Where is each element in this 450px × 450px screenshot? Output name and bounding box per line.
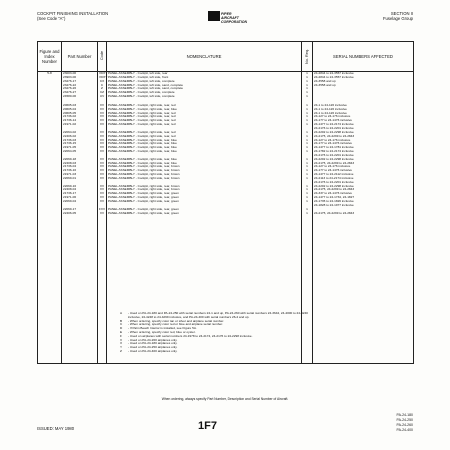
serial-cell: 24-2175, 24-2299 to 24-2843 <box>313 212 414 216</box>
nomenclature-cell: PANEL ASSEMBLY - Cockpit, right side, rear, red <box>107 135 302 139</box>
part-number-cell: 21971-02 <box>62 123 98 127</box>
units-cell: 1 <box>302 131 313 135</box>
units-cell: 1 <box>302 115 313 119</box>
nomenclature-cell: PANEL ASSEMBLY - Cockpit, left side, complete <box>107 80 302 84</box>
code-cell: XV <box>98 139 107 143</box>
part-number-cell: 24580-00 <box>62 95 98 99</box>
serial-cell: 24-127 to 24-176 inclusive <box>313 139 414 143</box>
issued-date: ISSUED: MAY 1980 <box>37 426 75 431</box>
code-note-text: - Used on PA-24-400 airplanes only. <box>128 348 178 353</box>
piper-logo <box>208 11 248 24</box>
code-cell: FXV <box>99 206 106 211</box>
serial-cell: 24-1477 to 24-2174 inclusive <box>313 123 414 127</box>
code-notes <box>120 312 315 354</box>
doc-header-right <box>383 11 413 21</box>
code-cell: XV <box>98 188 107 192</box>
code-cell: Z <box>98 87 107 91</box>
code-note <box>120 350 315 354</box>
serial-cell: 24-1 to 24-126 inclusive <box>313 112 414 116</box>
nomenclature-cell: PANEL ASSEMBLY - Cockpit, right side, rear, blue <box>107 142 302 146</box>
nomenclature-cell: PANEL ASSEMBLY - Cockpit, left side, rear <box>107 72 302 76</box>
part-number-cell: 21736-16 <box>62 169 98 173</box>
units-cell: 1 <box>302 192 313 196</box>
units-cell: 1 <box>302 123 313 127</box>
serial-cell: 24-2176 to 24-2201 inclusive <box>313 127 414 131</box>
code-cell: XV <box>98 131 107 135</box>
code-cell: CZ <box>98 91 107 95</box>
serial-cell: 24-3558 and up <box>313 80 414 84</box>
nomenclature-cell: PANEL ASSEMBLY - Cockpit, right side, rear, blue <box>107 139 302 143</box>
part-number-cell: 21971-05 <box>62 146 98 150</box>
serial-cell: 24-1477 to 24-1734, 24-1827 <box>313 196 414 200</box>
part-number-cell: 22408-04 <box>62 188 98 192</box>
nomenclature-cell: PANEL ASSEMBLY - Cockpit, right side, rear, blue <box>107 108 302 112</box>
part-number-cell: 21736-02 <box>62 115 98 119</box>
part-number-cell: 20605-04 <box>62 108 98 112</box>
serial-cell: 24-2844 to 24-3557 inclusive <box>313 72 414 76</box>
code-note-key: Z <box>120 348 122 353</box>
code-cell: XV <box>98 158 107 162</box>
part-number-cell: 22406-02 <box>62 135 98 139</box>
part-number-cell: 21736-03 <box>62 139 98 143</box>
code-note-text: - Used on PA-24-260 airplanes only. <box>128 337 178 342</box>
units-cell: 1 <box>302 95 313 99</box>
nomenclature-cell: PANEL ASSEMBLY - Cockpit, right side, rear, blue <box>107 146 302 150</box>
code-cell: XV <box>98 142 107 146</box>
nomenclature-cell: PANEL ASSEMBLY - Cockpit, left side, sand, complete <box>107 87 302 91</box>
units-cell: 1 <box>302 119 313 123</box>
code-note-key: E <box>120 329 123 334</box>
serial-cell: 24-1 to 24-126 inclusive <box>313 104 414 108</box>
nomenclature-cell: PANEL ASSEMBLY - Cockpit, right side, rear, red <box>107 112 302 116</box>
code-note-key: V <box>120 337 123 342</box>
part-number-cell: 22064-02 <box>62 131 98 135</box>
units-cell: 1 <box>302 165 313 169</box>
code-cell: XV <box>98 196 107 200</box>
units-cell: 1 <box>302 80 313 84</box>
code-note-key: D <box>120 326 123 331</box>
nomenclature-cell: PANEL ASSEMBLY - Cockpit, right side, rear, brown <box>107 188 302 192</box>
nomenclature-cell: PANEL ASSEMBLY - Cockpit, right side, rear, blue <box>107 162 302 166</box>
serial-cell: 24-1 to 24-126 inclusive <box>313 108 414 112</box>
units-cell: 1 <box>302 87 313 91</box>
logo-text: PIPER AIRCRAFT CORPORATION <box>221 12 247 24</box>
nomenclature-cell: PANEL ASSEMBLY - Cockpit, right side, rear, brown <box>107 173 302 177</box>
serial-cell: 24-2844 to 24-3557 inclusive <box>313 76 414 80</box>
nomenclature-cell: PANEL ASSEMBLY - Cockpit, right side, rear, green <box>107 212 302 216</box>
units-cell: 1 <box>302 212 313 216</box>
nomenclature-cell: PANEL ASSEMBLY - Cockpit, left side, sand, complete <box>107 84 302 88</box>
part-number-cell: 23276-26 <box>62 87 98 91</box>
code-note-text: - When ordering, specify color red or blue and airplane serial number. <box>128 322 223 327</box>
col-figure-header: Figure and Index Number <box>38 42 62 72</box>
serial-cell: 24-177 to 24-1476 inclusive <box>313 119 414 123</box>
code-cell: XV <box>98 123 107 127</box>
units-cell: 1 <box>302 196 313 200</box>
serial-cell: 24-1477 to 24-2112 inclusive <box>313 173 414 177</box>
serial-cell: 24-1782 to 24-2174 inclusive <box>313 150 414 154</box>
col-part-header: Part Number <box>62 42 98 72</box>
code-cell: XV <box>98 177 107 181</box>
nomenclature-cell: PANEL ASSEMBLY - Cockpit, right side, rear, blue <box>107 150 302 154</box>
units-cell: 1 <box>302 142 313 146</box>
group-label: Fuselage Group <box>382 16 413 21</box>
code-note-text: - Used on airplanes with serial numbers 24-1978 to 24-2174, 24-2176 to 24-2298 inclusive. <box>128 333 253 338</box>
units-cell: 1 <box>302 146 313 150</box>
col-nomenclature-header: NOMENCLATURE <box>107 42 302 72</box>
part-number-cell: 22069-18 <box>62 158 98 162</box>
part-number-cell: 22069-16 <box>62 185 98 189</box>
serial-cell: 24-1477 to 24-1781 inclusive <box>313 146 414 150</box>
units-cell: 1 <box>302 169 313 173</box>
code-cell: XV <box>98 162 107 166</box>
nomenclature-cell: PANEL ASSEMBLY - Cockpit, right side, rear, green <box>107 200 302 204</box>
part-number-cell: 21736-04 <box>62 165 98 169</box>
code-cell: XV <box>98 146 107 150</box>
col-units-header: No. Req. <box>302 42 313 72</box>
serial-cell: 24-2176 to 24-2201 inclusive <box>313 181 414 185</box>
units-cell: 1 <box>302 72 313 76</box>
code-cell: XV <box>98 135 107 139</box>
part-number-cell: 23003-00 <box>62 72 98 76</box>
serial-cell: 24-1735 to 24-1826 inclusive <box>313 200 414 204</box>
nomenclature-cell: PANEL ASSEMBLY - Cockpit, right side, rear, red <box>107 119 302 123</box>
units-cell: 1 <box>302 104 313 108</box>
units-cell: 1 <box>302 150 313 154</box>
doc-title: COCKPIT FINISHING INSTALLATION <box>37 11 109 16</box>
part-number-cell: 22406-05 <box>62 212 98 216</box>
code-cell: XDXY <box>99 74 108 79</box>
code-cell: XV <box>98 192 107 196</box>
code-cell: XV <box>98 150 107 154</box>
units-cell: 1 <box>302 177 313 181</box>
code-note-text: - When ordering, specify color tan or silver and airplane serial number. <box>128 318 225 323</box>
nomenclature-cell: PANEL ASSEMBLY - Cockpit, right side, rear, red <box>107 115 302 119</box>
serial-cell: 24-127 to 24-176 inclusive <box>313 115 414 119</box>
logo-mark-icon <box>208 11 220 21</box>
nomenclature-cell: PANEL ASSEMBLY - Cockpit, right side, rear, brown <box>107 177 302 181</box>
nomenclature-cell: PANEL ASSEMBLY - Cockpit, right side, rear, red <box>107 104 302 108</box>
serial-cell: 24-2175, 24-2299 to 24-2843 <box>313 135 414 139</box>
serial-cell: 24-337 to 24-1476 inclusive <box>313 192 414 196</box>
serial-cell: 24-2202 to 24-2298 inclusive <box>313 158 414 162</box>
nomenclature-cell: PANEL ASSEMBLY - Cockpit, right side, rear, brown <box>107 169 302 173</box>
part-number-cell: 22064-05 <box>62 150 98 154</box>
serial-cell: 24-3558 and up <box>313 84 414 88</box>
serial-cell: 24-1828 to 24-1977 inclusive <box>313 204 414 208</box>
part-number-cell: 20605-05 <box>62 112 98 116</box>
serial-cell: 24-2175, 24-2299 to 24-2843 <box>313 188 414 192</box>
part-number-cell: 21736-15 <box>62 142 98 146</box>
serial-cell: 24-2175, 24-2299 to 24-2843 <box>313 162 414 166</box>
code-note-key: X <box>120 341 123 346</box>
nomenclature-cell: PANEL ASSEMBLY - Cockpit, right side, rear, green <box>107 208 302 212</box>
part-number-cell: 21971-03 <box>62 173 98 177</box>
figure-cell: 5-8 <box>38 72 62 76</box>
nomenclature-cell: PANEL ASSEMBLY - Cockpit, right side, rear, red <box>107 131 302 135</box>
units-cell: 1 <box>302 139 313 143</box>
part-number-cell: 22069-04 <box>62 200 98 204</box>
serial-cell: 24-177 to 24-1476 inclusive <box>313 169 414 173</box>
nomenclature-cell: PANEL ASSEMBLY - Cockpit, right side, rear, green <box>107 192 302 196</box>
serial-cell: 24-127 to 24-176 inclusive <box>313 165 414 169</box>
nomenclature-cell: PANEL ASSEMBLY - Cockpit, left side, front <box>107 76 302 80</box>
nomenclature-cell: PANEL ASSEMBLY - Cockpit, left side, complete <box>107 95 302 99</box>
section-label: SECTION II <box>390 11 413 16</box>
part-number-cell: 21736-17 <box>62 192 98 196</box>
code-cell: XV <box>98 173 107 177</box>
units-cell: 1 <box>302 162 313 166</box>
nomenclature-cell: PANEL ASSEMBLY - Cockpit, right side, rear, red <box>107 123 302 127</box>
code-note-key: F <box>120 333 122 338</box>
units-cell: 1 <box>302 208 313 212</box>
part-number-cell: 21736-14 <box>62 119 98 123</box>
nomenclature-cell: PANEL ASSEMBLY - Cockpit, left side, complete <box>107 91 302 95</box>
code-cell: XV <box>98 115 107 119</box>
part-number-cell: 22408-03 <box>62 162 98 166</box>
code-cell: XV <box>98 108 107 112</box>
code-cell: XV <box>98 165 107 169</box>
code-note-key: A <box>120 311 123 315</box>
units-cell: 1 <box>302 200 313 204</box>
ordering-footnote: When ordering, always specify Part Number, Description and Serial Number of Aircraft. <box>161 397 289 401</box>
units-cell: 1 <box>302 135 313 139</box>
code-cell: XV <box>98 169 107 173</box>
code-cell: XV <box>98 212 107 216</box>
code-note-key: C <box>120 322 123 327</box>
code-cell: UV <box>98 95 107 99</box>
code-note-key: B <box>120 318 123 323</box>
code-cell: CX <box>98 80 107 84</box>
code-cell: XV <box>98 104 107 108</box>
code-note-text: - Used on PA-24-250 airplanes only. <box>128 345 178 350</box>
part-number-cell: 23903-00 <box>62 76 98 80</box>
code-cell: XV <box>98 185 107 189</box>
units-cell: 1 <box>302 112 313 116</box>
code-note-key: Y <box>120 345 123 350</box>
serial-cell: 24-2176 to 24-2201 inclusive <box>313 154 414 158</box>
page-number: 1F7 <box>198 420 217 432</box>
units-cell: 1 <box>302 158 313 162</box>
code-cell: XV <box>98 112 107 116</box>
code-cell: XV <box>98 119 107 123</box>
col-serial-header: SERIAL NUMBERS AFFECTED <box>313 42 414 72</box>
serial-cell: 24-2202 to 24-2298 inclusive <box>313 185 414 189</box>
units-cell: 1 <box>302 188 313 192</box>
code-note-text: - If Palm Beach Interior is installed, see Figure 5A. <box>128 326 197 331</box>
units-cell: 1 <box>302 108 313 112</box>
serial-cell: 24-2113 to 24-2174 inclusive <box>313 177 414 181</box>
units-cell: 1 <box>302 91 313 95</box>
doc-header-left <box>37 11 108 21</box>
part-number-cell: 21971-06 <box>62 196 98 200</box>
nomenclature-cell: PANEL ASSEMBLY - Cockpit, right side, rear, green <box>107 196 302 200</box>
part-number-cell: 23276-22 <box>62 84 98 88</box>
units-cell: 1 <box>302 76 313 80</box>
part-number-cell: 22069-17 <box>62 208 98 212</box>
serial-cell: 24-177 to 24-1476 inclusive <box>313 142 414 146</box>
units-cell: 1 <box>302 84 313 88</box>
code-note-text: - Used on PA-24-180 and PA-24-250 with serial numbers 24-1 and up, PA-24-260 with serial numbers 24-3642, 24-4000 to 24-4240 inclusive, 24-4248 to 24-4299 inclusive, and PA-24-400 with serial numbers 26-2 and up. <box>128 311 308 319</box>
units-cell: 1 <box>302 173 313 177</box>
col-code-header: Code <box>98 42 107 72</box>
code-note-text: - Used on PA-24-180 airplanes only. <box>128 341 178 346</box>
nomenclature-cell: PANEL ASSEMBLY - Cockpit, right side, rear, brown <box>107 185 302 189</box>
nomenclature-cell: PANEL ASSEMBLY - Cockpit, right side, rear, blue <box>107 158 302 162</box>
part-number-cell: 23276-27 <box>62 91 98 95</box>
doc-subtitle: (See Code "A") <box>37 16 66 21</box>
code-cell: XDXY <box>99 71 108 75</box>
serial-cell: 24-2202 to 24-2298 inclusive <box>313 131 414 135</box>
code-note-text: - When ordering, specify color red, blue or oyster. <box>128 329 196 334</box>
nomenclature-cell: PANEL ASSEMBLY - Cockpit, right side, rear, brown <box>107 165 302 169</box>
part-number-cell: 22069-01 <box>62 177 98 181</box>
code-cell: XV <box>98 200 107 204</box>
model-list: PA-24-180 PA-24-250 PA-24-260 PA-24-400 <box>396 413 413 432</box>
part-number-cell: 23276-17 <box>62 80 98 84</box>
table-header-row <box>38 42 414 72</box>
units-cell: 1 <box>302 185 313 189</box>
part-number-cell: 20605-03 <box>62 104 98 108</box>
code-cell: C <box>98 84 107 88</box>
